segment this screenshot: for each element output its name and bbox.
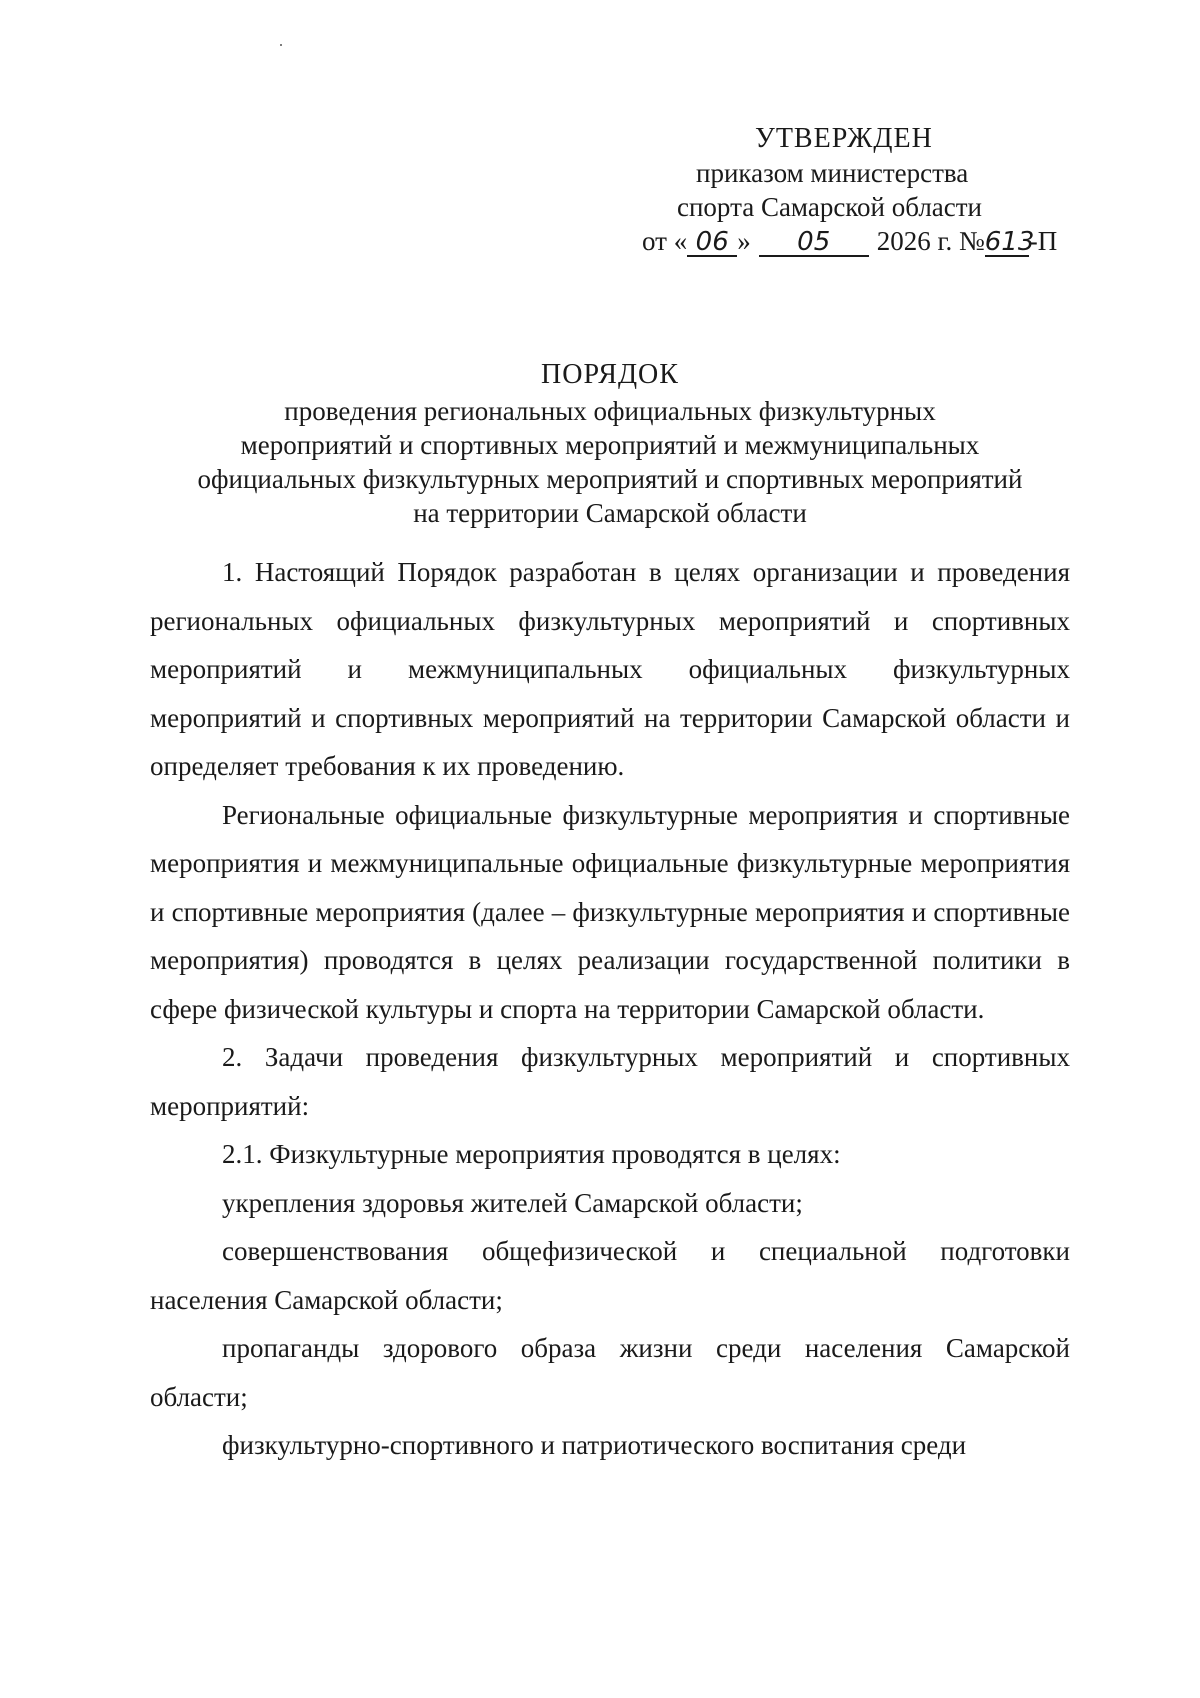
- approval-line-order: приказом министерства: [696, 158, 969, 188]
- paragraph: 2. Задачи проведения физкультурных мероприятий и спортивных мероприятий:: [150, 1042, 1070, 1121]
- document-title-block: [150, 358, 1070, 530]
- approval-date-line: [620, 224, 1080, 258]
- paragraph: укрепления здоровья жителей Самарской области;: [222, 1187, 803, 1218]
- subtitle-line: официальных физкультурных мероприятий и спортивных мероприятий: [197, 464, 1023, 494]
- document-title: ПОРЯДОК: [541, 359, 679, 390]
- date-mid: »: [737, 226, 751, 256]
- handwritten-month: 05: [759, 229, 869, 257]
- handwritten-day: 06: [687, 229, 737, 257]
- date-prefix: от «: [642, 226, 688, 256]
- subtitle-line: проведения региональных официальных физкультурных: [284, 396, 936, 426]
- paragraph: Региональные официальные физкультурные мероприятия и спортивные мероприятия и межмуниципальные официальные физкультурные мероприятия и спортивные мероприятия (далее – физкультурные мероприятия и спортивные мероприятия) проводятся в целях реализации государственной политики в сфере физической культуры и спорта на территории Самарской области.: [150, 799, 1070, 1024]
- scan-speck: [280, 44, 282, 46]
- order-suffix: -П: [1028, 226, 1058, 256]
- paragraph: пропаганды здорового образа жизни среди населения Самарской области;: [150, 1333, 1070, 1412]
- date-year: 2026 г. №: [876, 226, 985, 256]
- document-body: [150, 548, 1070, 1470]
- paragraph: 2.1. Физкультурные мероприятия проводятся в целях:: [222, 1139, 841, 1169]
- approval-heading: УТВЕРЖДЕН: [755, 123, 933, 154]
- approval-stamp-block: [620, 122, 1080, 258]
- subtitle-line: на территории Самарской области: [413, 498, 807, 528]
- paragraph: физкультурно-спортивного и патриотического воспитания среди: [222, 1430, 967, 1460]
- approval-line-ministry: спорта Самарской области: [677, 192, 983, 222]
- handwritten-order-number: 613: [984, 227, 1035, 257]
- subtitle-line: мероприятий и спортивных мероприятий и межмуниципальных: [240, 430, 980, 460]
- paragraph: совершенствования общефизической и специальной подготовки населения Самарской области;: [150, 1236, 1070, 1315]
- paragraph: 1. Настоящий Порядок разработан в целях организации и проведения региональных официальных физкультурных мероприятий и спортивных мероприятий и межмуниципальных официальных физкультурных мероприятий и спортивных мероприятий на территории Самарской области и определяет требования к их проведению.: [150, 557, 1070, 781]
